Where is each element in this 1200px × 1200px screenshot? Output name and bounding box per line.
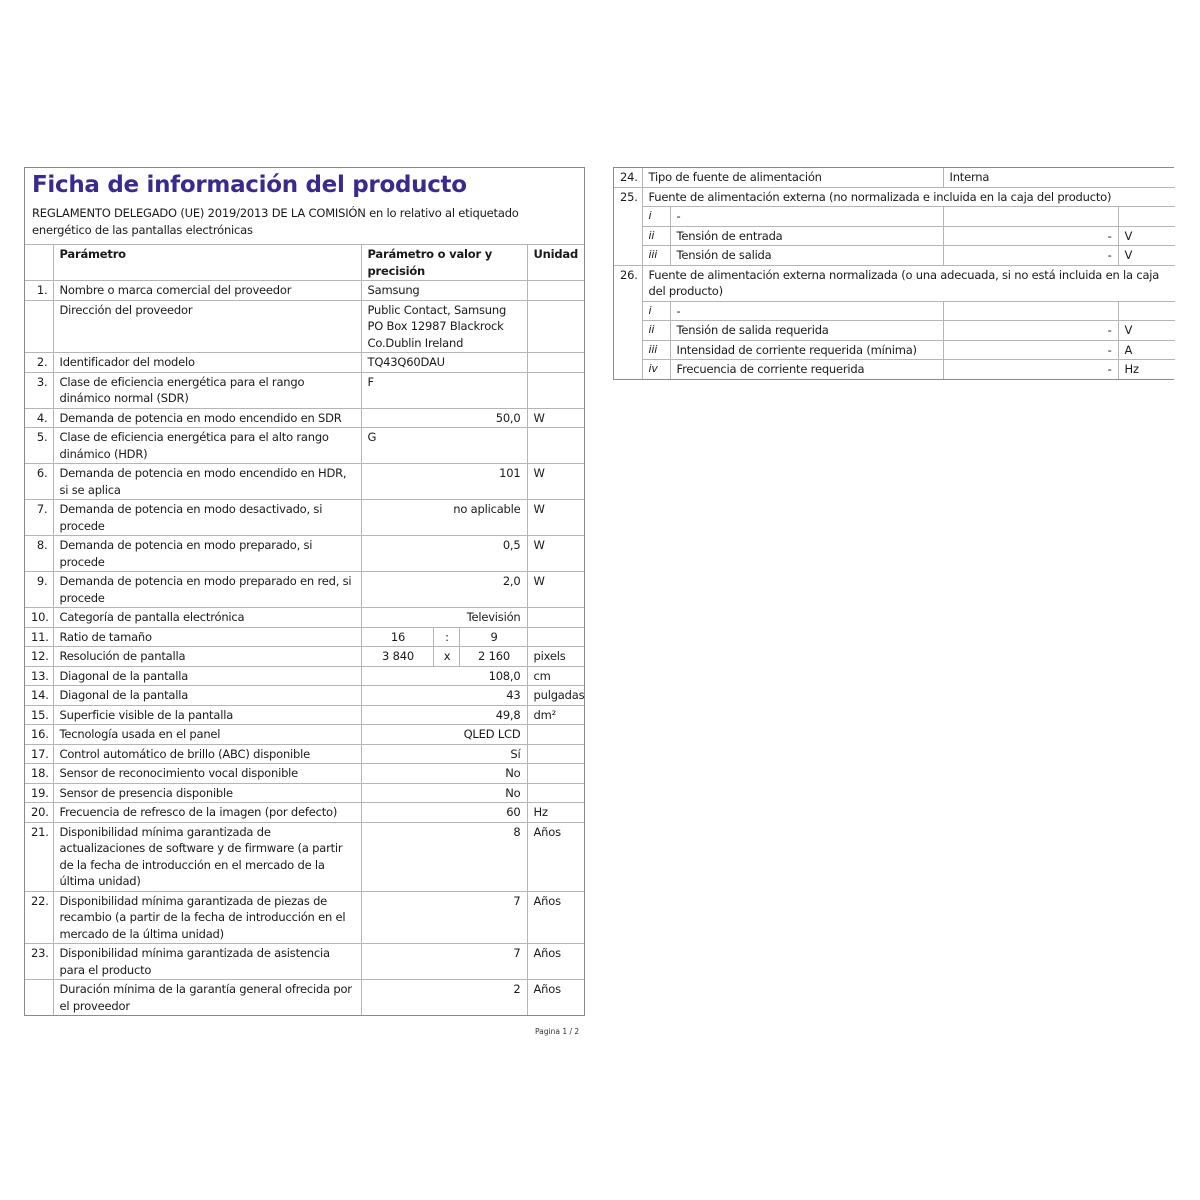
table-row <box>25 300 584 353</box>
row-number: 9. <box>25 572 53 608</box>
row-number: 21. <box>25 822 53 891</box>
row-number: 1. <box>25 281 53 301</box>
column-header-value: Parámetro o valor y precisión <box>361 245 527 281</box>
table-subrow <box>614 340 1175 360</box>
row-label: Clase de eficiencia energética para el rango dinámico normal (SDR) <box>53 372 361 408</box>
row-unit <box>527 428 584 464</box>
column-header-unit: Unidad <box>527 245 584 281</box>
row-value: TQ43Q60DAU <box>361 353 527 373</box>
row-value: No <box>361 783 527 803</box>
row-unit: cm <box>527 666 584 686</box>
row-value: Public Contact, Samsung PO Box 12987 Blackrock Co.Dublin Ireland <box>361 300 527 353</box>
row-value-a: 3 840 <box>361 647 433 667</box>
row-unit: pulgadas <box>527 686 584 706</box>
row-unit <box>527 372 584 408</box>
row-number: 17. <box>25 744 53 764</box>
column-header-parameter: Parámetro <box>53 245 361 281</box>
table-row <box>25 980 584 1016</box>
row-label: Resolución de pantalla <box>53 647 361 667</box>
row-number: 15. <box>25 705 53 725</box>
subrow-roman: i <box>642 301 670 321</box>
row-number: 16. <box>25 725 53 745</box>
row-number: 14. <box>25 686 53 706</box>
row-label: Categoría de pantalla electrónica <box>53 608 361 628</box>
row-label: Superficie visible de la pantalla <box>53 705 361 725</box>
row-label: Clase de eficiencia energética para el alto rango dinámico (HDR) <box>53 428 361 464</box>
subrow-unit <box>1118 301 1175 321</box>
subrow-value: - <box>943 321 1118 341</box>
row-value: G <box>361 428 527 464</box>
subrow-roman: ii <box>642 226 670 246</box>
subrow-unit: V <box>1118 321 1175 341</box>
row-label: Tecnología usada en el panel <box>53 725 361 745</box>
table-row <box>614 265 1175 301</box>
row-number: 6. <box>25 464 53 500</box>
row-value: 108,0 <box>361 666 527 686</box>
subrow-unit <box>1118 207 1175 227</box>
row-unit <box>527 300 584 353</box>
row-value: 7 <box>361 944 527 980</box>
row-number: 22. <box>25 891 53 944</box>
table-row <box>25 944 584 980</box>
table-subrow <box>614 226 1175 246</box>
row-number: 2. <box>25 353 53 373</box>
row-number: 18. <box>25 764 53 784</box>
row-number: 11. <box>25 627 53 647</box>
table-row <box>25 353 584 373</box>
table-row <box>25 744 584 764</box>
subrow-label: - <box>670 207 943 227</box>
row-number: 13. <box>25 666 53 686</box>
row-label: Nombre o marca comercial del proveedor <box>53 281 361 301</box>
table-row <box>25 666 584 686</box>
table-row <box>25 647 584 667</box>
subrow-roman: ii <box>642 321 670 341</box>
subrow-roman: iii <box>642 340 670 360</box>
row-number: 5. <box>25 428 53 464</box>
subrow-unit: V <box>1118 246 1175 266</box>
row-number: 7. <box>25 500 53 536</box>
table-row <box>25 686 584 706</box>
table-row <box>25 705 584 725</box>
product-info-sheet <box>24 167 585 1016</box>
subrow-unit: Hz <box>1118 360 1175 379</box>
row-label: Tipo de fuente de alimentación <box>642 168 943 187</box>
row-number: 12. <box>25 647 53 667</box>
document-title: Ficha de información del producto <box>32 172 467 198</box>
power-supply-sheet <box>613 167 1174 380</box>
row-label: Ratio de tamaño <box>53 627 361 647</box>
row-number-blank <box>614 226 642 246</box>
table-subrow <box>614 246 1175 266</box>
row-label: Disponibilidad mínima garantizada de actualizaciones de software y de firmware (a partir de la fecha de introducción en el mercado de la última unidad) <box>53 822 361 891</box>
row-unit: W <box>527 572 584 608</box>
row-unit: Años <box>527 944 584 980</box>
row-label: Disponibilidad mínima garantizada de piezas de recambio (a partir de la fecha de introducción en el mercado de la última unidad) <box>53 891 361 944</box>
table-row <box>614 168 1175 187</box>
row-number-blank <box>614 207 642 227</box>
table-header-row <box>25 245 584 281</box>
subrow-roman: iii <box>642 246 670 266</box>
row-number: 10. <box>25 608 53 628</box>
row-number: 8. <box>25 536 53 572</box>
row-label: Control automático de brillo (ABC) disponible <box>53 744 361 764</box>
row-value: 2 <box>361 980 527 1016</box>
subrow-value: - <box>943 226 1118 246</box>
row-number: 3. <box>25 372 53 408</box>
row-label: Identificador del modelo <box>53 353 361 373</box>
table-row <box>25 803 584 823</box>
row-unit <box>527 353 584 373</box>
row-label: Duración mínima de la garantía general ofrecida por el proveedor <box>53 980 361 1016</box>
subrow-roman: i <box>642 207 670 227</box>
row-number: 19. <box>25 783 53 803</box>
row-label: Sensor de presencia disponible <box>53 783 361 803</box>
subrow-roman: iv <box>642 360 670 379</box>
table-row <box>25 536 584 572</box>
row-label: Dirección del proveedor <box>53 300 361 353</box>
power-supply-table <box>614 168 1175 379</box>
table-row <box>25 764 584 784</box>
row-label: Fuente de alimentación externa (no normalizada e incluida en la caja del producto) <box>642 187 1175 207</box>
row-unit <box>527 725 584 745</box>
row-value: 43 <box>361 686 527 706</box>
subrow-value: - <box>943 246 1118 266</box>
row-value: 0,5 <box>361 536 527 572</box>
row-label: Diagonal de la pantalla <box>53 666 361 686</box>
row-value-a: 16 <box>361 627 433 647</box>
row-value-b: 9 <box>459 627 527 647</box>
page-number: Pagina 1 / 2 <box>535 1027 580 1036</box>
row-unit: Años <box>527 822 584 891</box>
row-label: Demanda de potencia en modo encendido en HDR, si se aplica <box>53 464 361 500</box>
row-value: 49,8 <box>361 705 527 725</box>
row-label: Diagonal de la pantalla <box>53 686 361 706</box>
row-label: Demanda de potencia en modo encendido en SDR <box>53 408 361 428</box>
table-row <box>25 464 584 500</box>
subrow-label: Frecuencia de corriente requerida <box>670 360 943 379</box>
parameters-table <box>25 244 584 1015</box>
row-number-blank <box>614 360 642 379</box>
row-label: Demanda de potencia en modo preparado, si procede <box>53 536 361 572</box>
row-value: 7 <box>361 891 527 944</box>
subrow-unit: V <box>1118 226 1175 246</box>
row-number: 25. <box>614 187 642 207</box>
row-value: Interna <box>943 168 1175 187</box>
subrow-value <box>943 301 1118 321</box>
table-row <box>25 281 584 301</box>
row-unit: Hz <box>527 803 584 823</box>
row-number-blank <box>614 246 642 266</box>
row-value: 101 <box>361 464 527 500</box>
row-unit: W <box>527 500 584 536</box>
row-number: 24. <box>620 170 638 184</box>
row-unit <box>527 627 584 647</box>
subrow-label: - <box>670 301 943 321</box>
row-label: Sensor de reconocimiento vocal disponible <box>53 764 361 784</box>
row-value-separator: : <box>433 627 459 647</box>
table-row <box>25 408 584 428</box>
table-row <box>25 428 584 464</box>
row-unit <box>527 281 584 301</box>
row-unit <box>527 608 584 628</box>
row-value-b: 2 160 <box>459 647 527 667</box>
row-unit <box>527 744 584 764</box>
subrow-value: - <box>943 340 1118 360</box>
row-unit: Años <box>527 980 584 1016</box>
row-value: 2,0 <box>361 572 527 608</box>
row-unit: W <box>527 536 584 572</box>
table-subrow <box>614 360 1175 379</box>
table-row <box>25 822 584 891</box>
table-subrow <box>614 207 1175 227</box>
row-number <box>25 980 53 1016</box>
row-label: Disponibilidad mínima garantizada de asistencia para el producto <box>53 944 361 980</box>
row-value: Televisión <box>361 608 527 628</box>
row-value: Sí <box>361 744 527 764</box>
subrow-label: Tensión de salida requerida <box>670 321 943 341</box>
row-unit: pixels <box>527 647 584 667</box>
table-row <box>25 627 584 647</box>
row-number: 23. <box>25 944 53 980</box>
subrow-unit: A <box>1118 340 1175 360</box>
row-number-blank <box>614 321 642 341</box>
row-number-blank <box>614 301 642 321</box>
row-number: 26. <box>614 265 642 301</box>
row-number-blank <box>614 340 642 360</box>
row-label: Fuente de alimentación externa normalizada (o una adecuada, si no está incluida en la caja del producto) <box>642 265 1175 301</box>
row-value: F <box>361 372 527 408</box>
row-unit <box>527 764 584 784</box>
row-value: 50,0 <box>361 408 527 428</box>
subrow-value: - <box>943 360 1118 379</box>
table-row <box>614 187 1175 207</box>
row-value: 8 <box>361 822 527 891</box>
row-unit <box>527 783 584 803</box>
row-label: Demanda de potencia en modo preparado en red, si procede <box>53 572 361 608</box>
table-subrow <box>614 321 1175 341</box>
table-row <box>25 725 584 745</box>
row-value: 60 <box>361 803 527 823</box>
table-row <box>25 500 584 536</box>
table-row <box>25 891 584 944</box>
row-unit: W <box>527 408 584 428</box>
row-value: QLED LCD <box>361 725 527 745</box>
row-label: Demanda de potencia en modo desactivado, si procede <box>53 500 361 536</box>
row-number <box>25 300 53 353</box>
table-subrow <box>614 301 1175 321</box>
row-unit: W <box>527 464 584 500</box>
subrow-label: Tensión de entrada <box>670 226 943 246</box>
row-number: 4. <box>25 408 53 428</box>
table-row <box>25 783 584 803</box>
row-unit: dm² <box>527 705 584 725</box>
row-value-separator: x <box>433 647 459 667</box>
subrow-label: Intensidad de corriente requerida (mínima) <box>670 340 943 360</box>
subrow-label: Tensión de salida <box>670 246 943 266</box>
row-value: No <box>361 764 527 784</box>
row-value: no aplicable <box>361 500 527 536</box>
row-number: 20. <box>25 803 53 823</box>
table-row <box>25 372 584 408</box>
row-label: Frecuencia de refresco de la imagen (por defecto) <box>53 803 361 823</box>
row-unit: Años <box>527 891 584 944</box>
document-subtitle: REGLAMENTO DELEGADO (UE) 2019/2013 DE LA COMISIÓN en lo relativo al etiquetado energético de las pantallas electrónicas <box>32 206 519 237</box>
table-row <box>25 572 584 608</box>
row-value: Samsung <box>361 281 527 301</box>
table-row <box>25 608 584 628</box>
subrow-value <box>943 207 1118 227</box>
